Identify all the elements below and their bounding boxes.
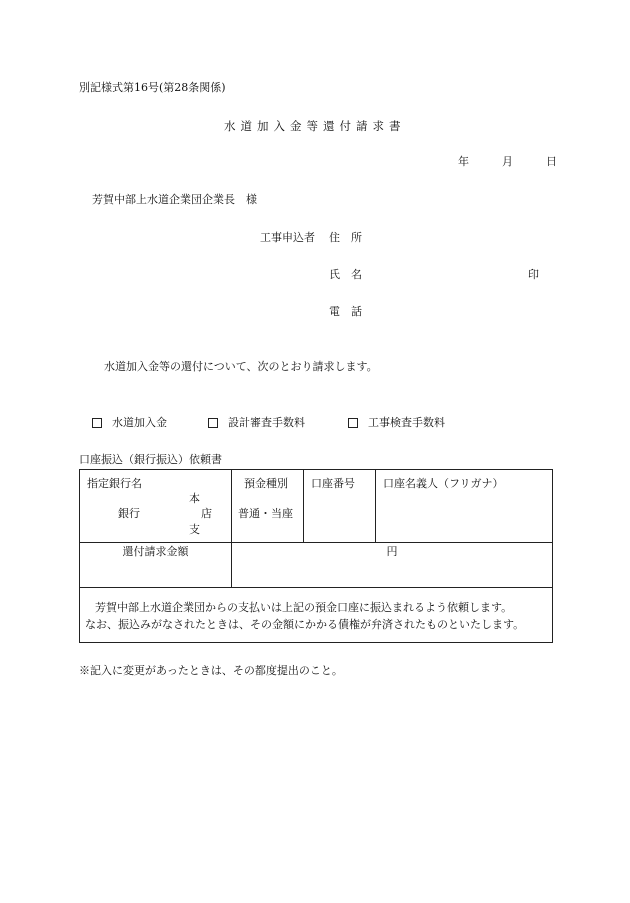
request-statement: 水道加入金等の還付について、次のとおり請求します。 [104,360,378,373]
checkbox-icon[interactable] [208,418,218,428]
seal-mark: 印 [528,268,539,281]
refund-amount-input-cell[interactable] [232,543,553,588]
account-holder-cell[interactable] [376,470,553,543]
deposit-type-value: 普通・当座 [238,507,293,520]
applicant-address-label: 住 所 [329,231,362,244]
date-day: 日 [546,155,557,168]
bank-note-line1: 芳賀中部上水道企業団からの支払いは上記の預金口座に振込まれるよう依頼します。 [95,601,513,614]
deposit-type-cell[interactable] [232,470,304,543]
option-design-review-fee[interactable] [208,417,305,428]
account-holder-label: 口座名義人（フリガナ） [383,477,504,490]
branch-store-label: 店 [201,507,212,520]
form-title: 水道加入金等還付請求書 [224,119,406,133]
checkbox-icon[interactable] [348,418,358,428]
option-label: 工事検査手数料 [368,416,445,429]
bank-section-heading: 口座振込（銀行振込）依頼書 [79,453,222,466]
branch-sub-label: 支 [189,523,200,536]
form-number: 別記様式第16号(第28条関係) [79,81,226,94]
date-year: 年 [458,155,469,168]
currency-label: 円 [386,545,398,558]
option-label: 設計審査手数料 [228,416,305,429]
bank-transfer-table [79,469,553,643]
applicant-role-label: 工事申込者 [260,231,315,244]
applicant-phone-label: 電 話 [329,305,362,318]
designated-bank-cell[interactable] [80,470,232,543]
bank-note-cell [80,588,553,643]
designated-bank-label: 指定銀行名 [87,477,142,490]
deposit-type-label: 預金種別 [244,477,288,490]
addressee: 芳賀中部上水道企業団企業長 様 [92,193,257,206]
date-line [458,156,557,167]
refund-amount-label: 還付請求金額 [122,545,189,558]
bank-suffix-label: 銀行 [118,507,140,520]
checkbox-icon[interactable] [92,418,102,428]
account-number-cell[interactable] [304,470,376,543]
branch-main-label: 本 [189,492,200,505]
option-label: 水道加入金 [112,416,167,429]
footer-note: ※記入に変更があったときは、その都度提出のこと。 [79,664,343,677]
refund-amount-label-cell [80,543,232,588]
option-inspection-fee[interactable] [348,417,445,428]
date-month: 月 [502,155,513,168]
bank-note-line2: なお、振込みがなされたときは、その金額にかかる債権が弁済されたものといたします。 [85,618,525,631]
account-number-label: 口座番号 [311,477,355,490]
option-water-fee[interactable] [92,417,167,428]
applicant-name-label: 氏 名 [329,268,362,281]
